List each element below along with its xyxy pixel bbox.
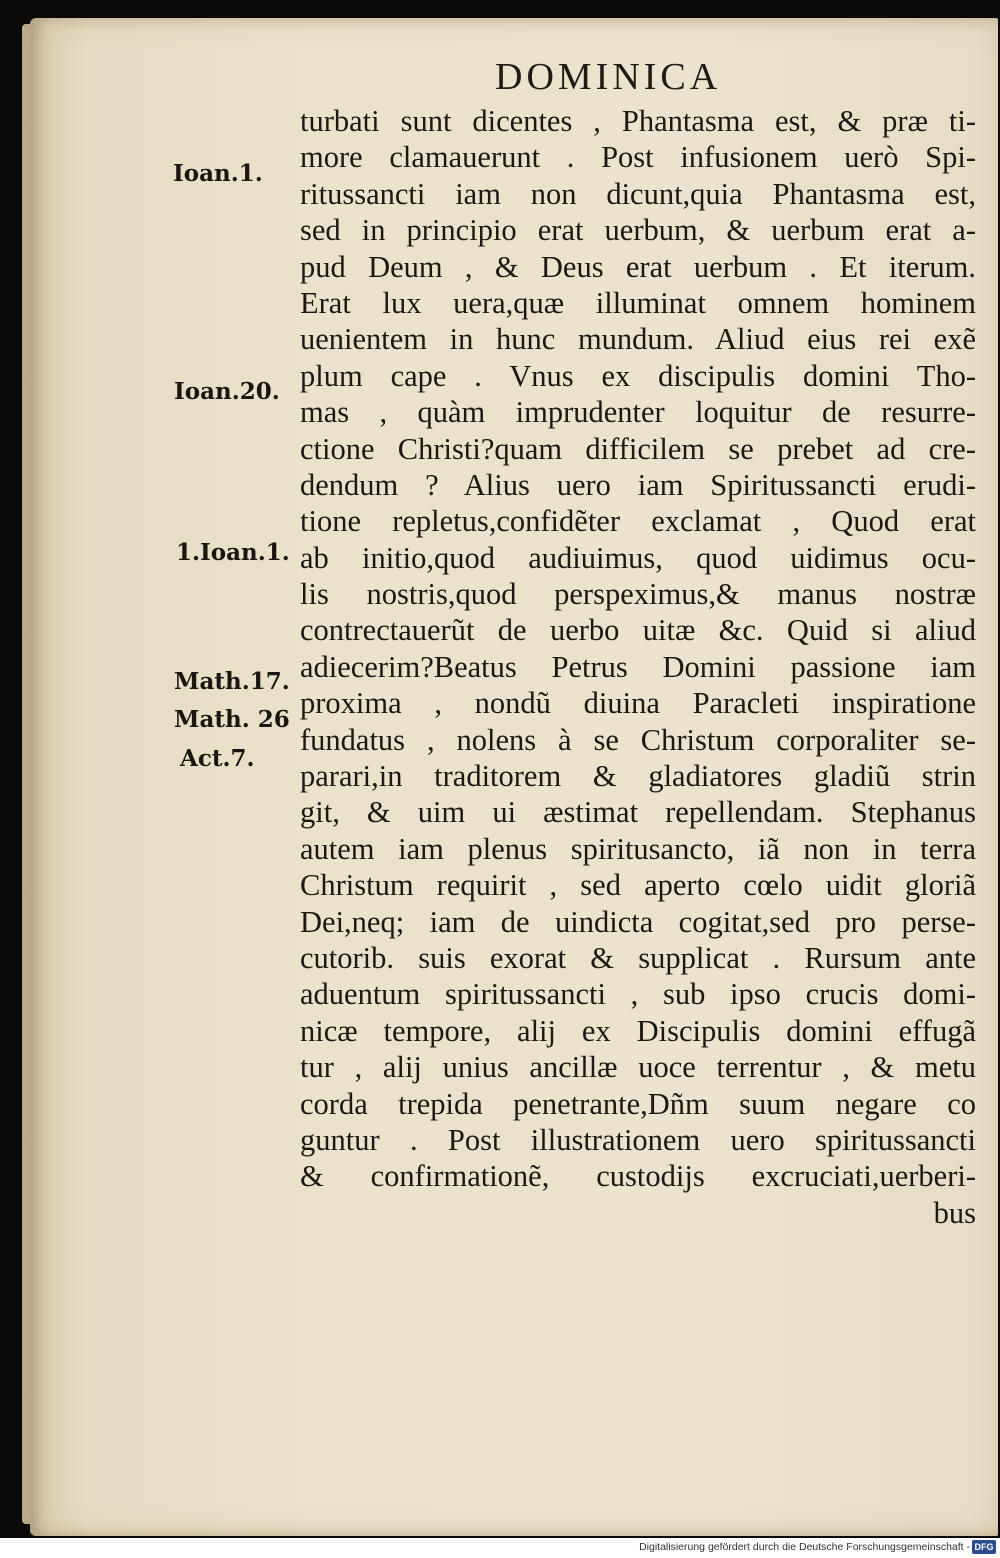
text-line: plum cape . Vnus ex discipulis domini Tho- [300, 358, 976, 393]
text-line: ctione Christi?quam difficilem se prebet ad cre- [300, 431, 976, 466]
dfg-logo: DFG [972, 1540, 996, 1554]
text-line: Erat lux uera,quæ illuminat omnem hominem [300, 285, 976, 320]
text-line: ab initio,quod audiuimus, quod uidimus ocu- [300, 540, 976, 575]
margin-note-act-7: Act.7. [180, 745, 255, 772]
text-line: uenientem in hunc mundum. Aliud eius rei exẽ [300, 322, 976, 357]
text-line: parari,in traditorem & gladiatores gladiũ strin [300, 759, 976, 794]
body-text [300, 103, 976, 1231]
text-line: Dei,neq; iam de uindicta cogitat,sed pro perse- [300, 904, 976, 939]
text-line: more clamauerunt . Post infusionem uerò Spi- [300, 140, 976, 175]
text-line: mas , quàm imprudenter loquitur de resurre- [300, 395, 976, 430]
text-line: aduentum spiritussancti , sub ipso crucis domi- [300, 977, 976, 1012]
margin-note-ioan-1: Ioan.1. [173, 160, 263, 187]
text-line: sed in principio erat uerbum, & uerbum erat a- [300, 213, 976, 248]
text-line: ritussancti iam non dicunt,quia Phantasma est, [300, 176, 976, 211]
text-line: autem iam plenus spiritusancto, iã non in terra [300, 831, 976, 866]
text-line: tur , alij unius ancillæ uoce terrentur , & metu [300, 1050, 976, 1085]
text-line: lis nostris,quod perspeximus,& manus nostræ [300, 577, 976, 612]
text-line: corda trepida penetrante,Dñm suum negare co [300, 1086, 976, 1121]
margin-note-math-26: Math. 26 [174, 706, 290, 733]
margin-note-math-17: Math.17. [174, 668, 290, 695]
text-line: bus [933, 1195, 976, 1230]
text-line: guntur . Post illustrationem uero spiritussancti [300, 1122, 976, 1157]
text-line: adiecerim?Beatus Petrus Domini passione iam [300, 649, 976, 684]
text-line: turbati sunt dicentes , Phantasma est, & præ ti- [300, 104, 976, 138]
margin-note-ioan-20: Ioan.20. [174, 378, 280, 405]
text-line: tione repletus,confidẽter exclamat , Quod erat [300, 504, 976, 539]
margin-note-1-ioan-1: 1.Ioan.1. [176, 539, 290, 566]
text-line: nicæ tempore, alij ex Discipulis domini effugã [300, 1013, 976, 1048]
text-line: contrectauerũt de uerbo uitæ &c. Quid si aliud [300, 613, 976, 648]
text-line: proxima , nondũ diuina Paracleti inspiratione [300, 686, 976, 721]
running-header: DOMINICA [495, 56, 722, 98]
text-line: Christum requirit , sed aperto cœlo uidit gloriã [300, 868, 976, 903]
text-line: fundatus , nolens à se Christum corporaliter se- [300, 722, 976, 757]
text-line: cutorib. suis exorat & supplicat . Rursum ante [300, 940, 976, 975]
text-line: pud Deum , & Deus erat uerbum . Et iterum. [300, 249, 976, 284]
text-line: & confirmationẽ, custodijs excruciati,uerberi- [300, 1159, 976, 1194]
text-line: git, & uim ui æstimat repellendam. Stephanus [300, 795, 976, 830]
text-line: dendum ? Alius uero iam Spiritussancti erudi- [300, 467, 976, 502]
footer-credit: Digitalisierung gefördert durch die Deutsche Forschungsgemeinschaft - [639, 1541, 970, 1553]
